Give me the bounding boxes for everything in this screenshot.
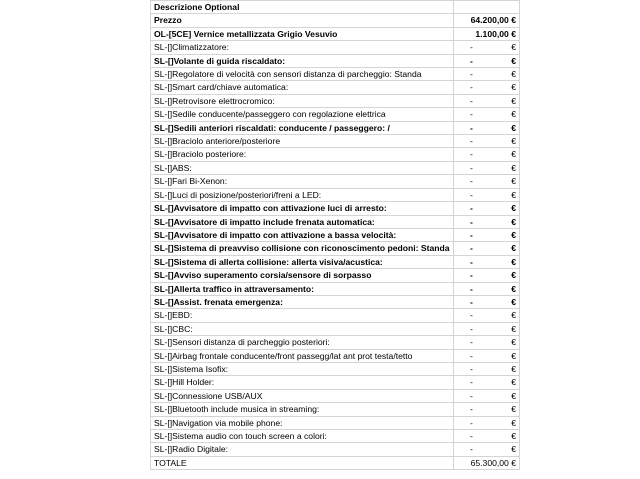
table-row <box>151 54 520 67</box>
row-value-dash: - <box>470 323 473 334</box>
row-value <box>454 403 520 416</box>
row-value <box>454 282 520 295</box>
table-row <box>151 349 520 362</box>
row-value-currency: € <box>511 189 516 200</box>
row-value-dash: - <box>470 444 473 455</box>
row-value <box>454 175 520 188</box>
row-label: SL-[]Sistema di preavviso collisione con riconoscimento pedoni: Standa <box>151 242 454 255</box>
row-value <box>454 94 520 107</box>
row-value-currency: € <box>511 444 516 455</box>
table-row <box>151 456 520 469</box>
table-row <box>151 202 520 215</box>
table-row <box>151 255 520 268</box>
table-row <box>151 322 520 335</box>
row-value-dash: - <box>470 122 473 133</box>
row-value-currency: € <box>511 323 516 334</box>
row-value-currency: € <box>511 390 516 401</box>
row-value-currency: € <box>511 256 516 267</box>
row-value <box>454 295 520 308</box>
row-value-currency: € <box>511 176 516 187</box>
row-label: SL-[]Avvisatore di impatto con attivazione luci di arresto: <box>151 202 454 215</box>
table-row <box>151 242 520 255</box>
row-value-currency: € <box>511 42 516 53</box>
row-value-dash: - <box>470 136 473 147</box>
row-value <box>454 322 520 335</box>
row-label: SL-[]Avvisatore di impatto include frenata automatica: <box>151 215 454 228</box>
table-row <box>151 81 520 94</box>
row-value: 64.200,00 € <box>454 14 520 27</box>
row-label: SL-[]Avviso superamento corsia/sensore di sorpasso <box>151 269 454 282</box>
row-label: SL-[]Hill Holder: <box>151 376 454 389</box>
row-value-dash: - <box>470 176 473 187</box>
row-value <box>454 121 520 134</box>
table-row <box>151 269 520 282</box>
row-label: SL-[]Radio Digitale: <box>151 443 454 456</box>
row-value <box>454 416 520 429</box>
table-row <box>151 41 520 54</box>
header-row <box>151 1 520 14</box>
row-value-dash: - <box>470 270 473 281</box>
row-value <box>454 255 520 268</box>
row-value-currency: € <box>511 149 516 160</box>
row-value-dash: - <box>470 283 473 294</box>
table-row <box>151 188 520 201</box>
row-value-currency: € <box>511 431 516 441</box>
row-value-dash: - <box>470 216 473 227</box>
row-label: SL-[]Sistema di allerta collisione: allerta visiva/acustica: <box>151 255 454 268</box>
row-value-currency: € <box>511 82 516 93</box>
row-value-currency: € <box>511 203 516 214</box>
row-value-dash: - <box>470 82 473 93</box>
row-value-currency: € <box>511 109 516 120</box>
table-row <box>151 389 520 402</box>
table-row <box>151 376 520 389</box>
row-label: SL-[]ABS: <box>151 161 454 174</box>
row-value <box>454 54 520 67</box>
row-value-dash: - <box>470 203 473 214</box>
table-row <box>151 94 520 107</box>
table-row <box>151 175 520 188</box>
row-label: SL-[]Sistema Isofix: <box>151 362 454 375</box>
row-label: SL-[]Braciolo posteriore: <box>151 148 454 161</box>
row-label: SL-[]Retrovisore elettrocromico: <box>151 94 454 107</box>
table-row <box>151 108 520 121</box>
row-label: SL-[]Allerta traffico in attraversamento: <box>151 282 454 295</box>
row-value <box>454 309 520 322</box>
row-value-dash: - <box>470 310 473 321</box>
row-label: SL-[]EBD: <box>151 309 454 322</box>
row-value-dash: - <box>470 42 473 53</box>
row-value-dash: - <box>470 404 473 415</box>
table-row <box>151 443 520 456</box>
table-row <box>151 282 520 295</box>
table-row <box>151 403 520 416</box>
row-value <box>454 349 520 362</box>
row-value-currency: € <box>511 69 516 80</box>
row-value-currency: € <box>511 55 516 66</box>
row-value-currency: € <box>511 404 516 415</box>
row-label: SL-[]Navigation via mobile phone: <box>151 416 454 429</box>
row-value-dash: - <box>470 431 473 441</box>
row-value-dash: - <box>470 243 473 254</box>
row-value-dash: - <box>470 377 473 388</box>
row-value <box>454 68 520 81</box>
row-label: SL-[]Climatizzatore: <box>151 41 454 54</box>
row-value <box>454 362 520 375</box>
row-label: SL-[]Avvisatore di impatto con attivazione a bassa velocità: <box>151 228 454 241</box>
row-label: SL-[]Bluetooth include musica in streaming: <box>151 403 454 416</box>
row-label: SL-[]Smart card/chiave automatica: <box>151 81 454 94</box>
row-value-dash: - <box>470 417 473 428</box>
row-label: SL-[]Airbag frontale conducente/front passegg/lat ant prot testa/tetto <box>151 349 454 362</box>
row-value-currency: € <box>511 270 516 281</box>
row-label: TOTALE <box>151 456 454 469</box>
table-row <box>151 27 520 40</box>
row-value <box>454 269 520 282</box>
table-row <box>151 430 520 443</box>
row-label: SL-[]Connessione USB/AUX <box>151 389 454 402</box>
row-label: SL-[]Volante di guida riscaldato: <box>151 54 454 67</box>
row-label: SL-[]Braciolo anteriore/posteriore <box>151 135 454 148</box>
row-value-currency: € <box>511 162 516 173</box>
row-label: Prezzo <box>151 14 454 27</box>
row-value-dash: - <box>470 95 473 106</box>
row-value-currency: € <box>511 95 516 106</box>
table-row <box>151 135 520 148</box>
row-label: SL-[]Fari Bi-Xenon: <box>151 175 454 188</box>
row-value-dash: - <box>470 149 473 160</box>
row-value <box>454 161 520 174</box>
row-value <box>454 81 520 94</box>
row-value: 65.300,00 € <box>454 456 520 469</box>
row-value <box>454 108 520 121</box>
table-row <box>151 309 520 322</box>
row-value-dash: - <box>470 55 473 66</box>
row-value-currency: € <box>511 136 516 147</box>
row-value-currency: € <box>511 229 516 240</box>
row-label: SL-[]Regolatore di velocità con sensori distanza di parcheggio: Standa <box>151 68 454 81</box>
row-value-currency: € <box>511 350 516 361</box>
row-value <box>454 41 520 54</box>
table-row <box>151 228 520 241</box>
header-value <box>454 1 520 14</box>
row-label: SL-[]CBC: <box>151 322 454 335</box>
row-label: SL-[]Assist. frenata emergenza: <box>151 295 454 308</box>
header-label: Descrizione Optional <box>151 1 454 14</box>
row-value-currency: € <box>511 296 516 307</box>
row-value <box>454 148 520 161</box>
table-row <box>151 121 520 134</box>
row-value-dash: - <box>470 363 473 374</box>
row-value <box>454 135 520 148</box>
row-value-currency: € <box>511 243 516 254</box>
row-value <box>454 228 520 241</box>
row-value-currency: € <box>511 216 516 227</box>
row-value-dash: - <box>470 109 473 120</box>
table-row <box>151 295 520 308</box>
row-value-dash: - <box>470 162 473 173</box>
row-value-dash: - <box>470 189 473 200</box>
row-value-dash: - <box>470 296 473 307</box>
row-value-dash: - <box>470 390 473 401</box>
row-value-currency: € <box>511 377 516 388</box>
row-label: SL-[]Sedile conducente/passeggero con regolazione elettrica <box>151 108 454 121</box>
row-value-currency: € <box>511 283 516 294</box>
row-value <box>454 443 520 456</box>
row-value <box>454 242 520 255</box>
row-value-currency: € <box>511 363 516 374</box>
table-row <box>151 362 520 375</box>
row-value-dash: - <box>470 337 473 348</box>
row-value <box>454 389 520 402</box>
row-value-currency: € <box>511 417 516 428</box>
table-row <box>151 416 520 429</box>
optional-table-body <box>151 1 520 470</box>
row-value <box>454 202 520 215</box>
row-label: SL-[]Sensori distanza di parcheggio posteriori: <box>151 336 454 349</box>
row-label: SL-[]Luci di posizione/posteriori/freni a LED: <box>151 188 454 201</box>
row-value-dash: - <box>470 69 473 80</box>
table-row <box>151 336 520 349</box>
row-value-currency: € <box>511 310 516 321</box>
optional-table <box>150 0 520 470</box>
row-label: SL-[]Sedili anteriori riscaldati: conducente / passeggero: / <box>151 121 454 134</box>
row-value <box>454 376 520 389</box>
row-value-currency: € <box>511 337 516 348</box>
row-value <box>454 430 520 443</box>
row-value: 1.100,00 € <box>454 27 520 40</box>
row-label: SL-[]Sistema audio con touch screen a colori: <box>151 430 454 443</box>
row-value <box>454 336 520 349</box>
table-row <box>151 161 520 174</box>
table-row <box>151 68 520 81</box>
row-value-currency: € <box>511 122 516 133</box>
row-value-dash: - <box>470 256 473 267</box>
row-value-dash: - <box>470 229 473 240</box>
row-value <box>454 188 520 201</box>
table-row <box>151 148 520 161</box>
row-value <box>454 215 520 228</box>
row-value-dash: - <box>470 350 473 361</box>
table-row <box>151 14 520 27</box>
row-label: OL-[5CE] Vernice metallizzata Grigio Vesuvio <box>151 27 454 40</box>
table-row <box>151 215 520 228</box>
